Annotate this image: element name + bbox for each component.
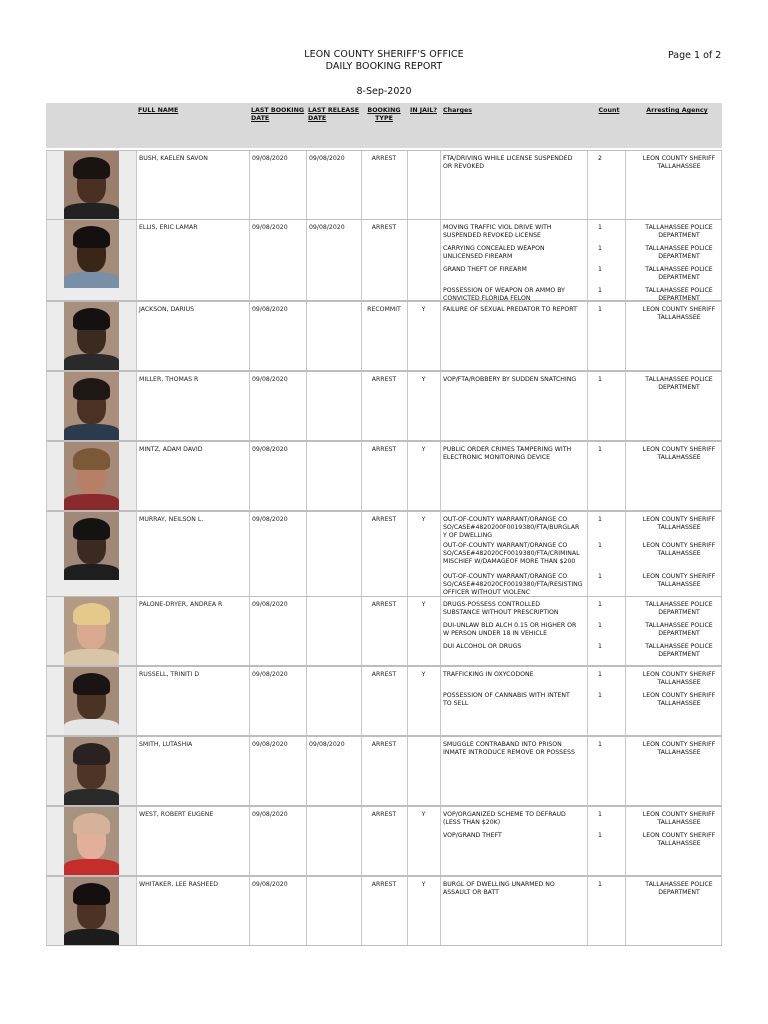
arresting-agency: TALLAHASSEE POLICE DEPARTMENT <box>645 601 713 616</box>
column-divider <box>440 302 441 370</box>
mugshot-shirt <box>64 564 119 580</box>
arresting-agency: TALLAHASSEE POLICE DEPARTMENT <box>645 643 713 658</box>
mugshot-shirt <box>64 789 119 805</box>
charge-text: POSSESSION OF CANNABIS WITH INTENT TO SELL <box>443 692 570 707</box>
column-divider <box>136 302 137 370</box>
in-jail: Y <box>421 811 426 818</box>
column-divider <box>587 597 588 665</box>
arresting-agency: LEON COUNTY SHERIFF TALLAHASSEE <box>642 741 716 756</box>
table-row <box>46 666 722 736</box>
table-header <box>46 103 722 148</box>
column-divider <box>440 442 441 510</box>
column-divider <box>440 151 441 219</box>
column-divider <box>249 737 250 805</box>
column-divider <box>587 302 588 370</box>
arresting-agency: LEON COUNTY SHERIFF TALLAHASSEE <box>642 573 716 588</box>
col-booking-type: BOOKING TYPE <box>367 107 401 122</box>
charge-text: FAILURE OF SEXUAL PREDATOR TO REPORT <box>443 306 577 313</box>
column-divider <box>625 807 626 875</box>
arresting-agency: LEON COUNTY SHERIFF TALLAHASSEE <box>642 542 716 557</box>
full-name: ELLIS, ERIC LAMAR <box>139 224 198 231</box>
charge-text: TRAFFICKING IN OXYCODONE <box>443 671 534 678</box>
full-name: JACKSON, DARIUS <box>139 306 195 313</box>
column-divider <box>306 877 307 945</box>
column-divider <box>625 302 626 370</box>
booking-type: ARREST <box>371 741 397 748</box>
photo-cell <box>47 597 137 665</box>
col-count: Count <box>598 107 620 114</box>
in-jail: Y <box>421 516 426 523</box>
column-divider <box>136 442 137 510</box>
charge-count: 1 <box>598 516 602 523</box>
charge-text: PUBLIC ORDER CRIMES TAMPERING WITH ELECTRONIC MONITORING DEVICE <box>443 446 572 461</box>
table-row <box>46 736 722 806</box>
charge-text: VOP/FTA/ROBBERY BY SUDDEN SNATCHING <box>443 376 577 383</box>
last-release-date: 09/08/2020 <box>309 224 345 231</box>
column-divider <box>136 151 137 219</box>
mugshot-photo <box>64 151 119 219</box>
column-divider <box>440 737 441 805</box>
column-divider <box>625 597 626 665</box>
charge-count: 1 <box>598 542 602 549</box>
charge-text: MOVING TRAFFIC VIOL DRIVE WITH SUSPENDED REVOKED LICENSE <box>443 224 552 239</box>
column-divider <box>587 667 588 735</box>
column-divider <box>407 220 408 300</box>
in-jail: Y <box>421 671 426 678</box>
column-divider <box>625 877 626 945</box>
column-divider <box>306 220 307 300</box>
mugshot-shirt <box>64 354 119 370</box>
column-divider <box>440 877 441 945</box>
arresting-agency: LEON COUNTY SHERIFF TALLAHASSEE <box>642 446 716 461</box>
photo-cell <box>47 372 137 440</box>
column-divider <box>306 151 307 219</box>
mugshot-photo <box>64 302 119 370</box>
column-divider <box>306 302 307 370</box>
table-row <box>46 301 722 371</box>
full-name: BUSH, KAELEN SAVON <box>139 155 208 162</box>
table-row <box>46 150 722 220</box>
col-arresting-agency: Arresting Agency <box>646 107 708 114</box>
mugshot-hair <box>73 813 110 835</box>
column-divider <box>587 442 588 510</box>
col-last-booking-date: LAST BOOKING DATE <box>251 107 305 122</box>
charge-count: 1 <box>598 881 602 888</box>
mugshot-photo <box>64 667 119 735</box>
charge-text: BURGL OF DWELLING UNARMED NO ASSAULT OR BATT <box>443 881 555 896</box>
mugshot-shirt <box>64 649 119 665</box>
column-divider <box>136 667 137 735</box>
column-divider <box>249 442 250 510</box>
column-divider <box>440 512 441 596</box>
charge-count: 1 <box>598 643 602 650</box>
charge-count: 1 <box>598 832 602 839</box>
column-divider <box>440 667 441 735</box>
column-divider <box>407 737 408 805</box>
column-divider <box>306 442 307 510</box>
table-row <box>46 441 722 511</box>
column-divider <box>306 667 307 735</box>
booking-type: ARREST <box>371 671 397 678</box>
arresting-agency: TALLAHASSEE POLICE DEPARTMENT <box>645 881 713 896</box>
mugshot-shirt <box>64 719 119 735</box>
last-booking-date: 09/08/2020 <box>252 671 288 678</box>
column-divider <box>306 597 307 665</box>
mugshot-photo <box>64 597 119 665</box>
arresting-agency: LEON COUNTY SHERIFF TALLAHASSEE <box>642 811 716 826</box>
mugshot-photo <box>64 442 119 510</box>
mugshot-hair <box>73 308 110 330</box>
charge-count: 1 <box>598 245 602 252</box>
report-date: 8-Sep-2020 <box>356 86 412 97</box>
last-booking-date: 09/08/2020 <box>252 446 288 453</box>
column-divider <box>440 372 441 440</box>
charge-count: 1 <box>598 811 602 818</box>
table-row <box>46 371 722 441</box>
booking-table <box>46 103 722 896</box>
table-row <box>46 806 722 876</box>
column-divider <box>625 512 626 596</box>
last-booking-date: 09/08/2020 <box>252 306 288 313</box>
column-divider <box>136 737 137 805</box>
column-divider <box>306 372 307 440</box>
column-divider <box>249 372 250 440</box>
last-booking-date: 09/08/2020 <box>252 516 288 523</box>
mugshot-hair <box>73 603 110 625</box>
photo-cell <box>47 737 137 805</box>
full-name: PALONE-DRYER, ANDREA R <box>139 601 223 608</box>
column-divider <box>306 512 307 596</box>
column-divider <box>136 877 137 945</box>
photo-cell <box>47 151 137 219</box>
photo-cell <box>47 512 137 596</box>
charge-text: SMUGGLE CONTRABAND INTO PRISON INMATE INTRODUCE REMOVE OR POSSESS <box>443 741 575 756</box>
arresting-agency: TALLAHASSEE POLICE DEPARTMENT <box>645 376 713 391</box>
charge-count: 1 <box>598 573 602 580</box>
arresting-agency: LEON COUNTY SHERIFF TALLAHASSEE <box>642 155 716 170</box>
column-divider <box>587 372 588 440</box>
column-divider <box>587 512 588 596</box>
column-divider <box>587 807 588 875</box>
mugshot-shirt <box>64 272 119 288</box>
table-row <box>46 596 722 666</box>
charge-text: FTA/DRIVING WHILE LICENSE SUSPENDED OR REVOKED <box>443 155 573 170</box>
full-name: SMITH, LUTASHIA <box>139 741 193 748</box>
charge-count: 1 <box>598 671 602 678</box>
mugshot-photo <box>64 512 119 580</box>
photo-cell <box>47 807 137 875</box>
column-divider <box>625 151 626 219</box>
mugshot-photo <box>64 372 119 440</box>
column-divider <box>407 512 408 596</box>
last-booking-date: 09/08/2020 <box>252 881 288 888</box>
mugshot-hair <box>73 518 110 540</box>
mugshot-hair <box>73 673 110 695</box>
column-divider <box>306 807 307 875</box>
column-divider <box>136 372 137 440</box>
last-release-date: 09/08/2020 <box>309 741 345 748</box>
column-divider <box>249 151 250 219</box>
mugshot-photo <box>64 877 119 945</box>
column-divider <box>440 220 441 300</box>
in-jail: Y <box>421 376 426 383</box>
mugshot-hair <box>73 883 110 905</box>
mugshot-shirt <box>64 424 119 440</box>
column-divider <box>625 442 626 510</box>
last-booking-date: 09/08/2020 <box>252 811 288 818</box>
charge-count: 1 <box>598 287 602 294</box>
column-divider <box>407 151 408 219</box>
booking-type: RECOMMIT <box>367 306 401 313</box>
mugshot-hair <box>73 378 110 400</box>
in-jail: Y <box>421 446 426 453</box>
column-divider <box>361 512 362 596</box>
table-row <box>46 511 722 597</box>
col-charges: Charges <box>443 107 472 114</box>
last-booking-date: 09/08/2020 <box>252 376 288 383</box>
column-divider <box>587 151 588 219</box>
mugshot-hair <box>73 226 110 248</box>
full-name: RUSSELL, TRINITI D <box>139 671 200 678</box>
page-number: Page 1 of 2 <box>668 50 722 61</box>
mugshot-hair <box>73 448 110 470</box>
arresting-agency: LEON COUNTY SHERIFF TALLAHASSEE <box>642 692 716 707</box>
charge-text: DRUGS-POSSESS CONTROLLED SUBSTANCE WITHOUT PRESCRIPTION <box>443 601 559 616</box>
charge-count: 1 <box>598 376 602 383</box>
photo-cell <box>47 667 137 735</box>
column-divider <box>625 667 626 735</box>
charge-text: VOP/GRAND THEFT <box>443 832 502 839</box>
charge-text: GRAND THEFT OF FIREARM <box>443 266 527 273</box>
last-booking-date: 09/08/2020 <box>252 155 288 162</box>
column-divider <box>440 597 441 665</box>
in-jail: Y <box>421 881 426 888</box>
full-name: MILLER, THOMAS R <box>139 376 199 383</box>
column-divider <box>587 877 588 945</box>
charge-count: 1 <box>598 601 602 608</box>
column-divider <box>440 807 441 875</box>
full-name: MINTZ, ADAM DAVID <box>139 446 203 453</box>
booking-type: ARREST <box>371 811 397 818</box>
full-name: MURRAY, NEILSON L. <box>139 516 204 523</box>
column-divider <box>249 597 250 665</box>
mugshot-photo <box>64 807 119 875</box>
charge-count: 1 <box>598 306 602 313</box>
office-name: LEON COUNTY SHERIFF'S OFFICE <box>304 49 464 60</box>
mugshot-photo <box>64 737 119 805</box>
charge-text: OUT-OF-COUNTY WARRANT/ORANGE CO SO/CASE#4820200F0019380/FTA/BURGLAR Y OF DWELLING <box>443 516 580 539</box>
column-divider <box>249 667 250 735</box>
photo-cell <box>47 302 137 370</box>
charge-count: 1 <box>598 266 602 273</box>
booking-type: ARREST <box>371 376 397 383</box>
mugshot-hair <box>73 157 110 179</box>
arresting-agency: LEON COUNTY SHERIFF TALLAHASSEE <box>642 516 716 531</box>
col-in-jail: IN JAIL? <box>410 107 438 114</box>
mugshot-shirt <box>64 859 119 875</box>
mugshot-shirt <box>64 929 119 945</box>
in-jail: Y <box>421 306 426 313</box>
booking-type: ARREST <box>371 516 397 523</box>
column-divider <box>306 737 307 805</box>
charge-text: OUT-OF-COUNTY WARRANT/ORANGE CO SO/CASE#482020CF0019380/FTA/RESISTING OFFICER WITHOUT VIOLENC <box>443 573 583 596</box>
column-divider <box>361 220 362 300</box>
mugshot-shirt <box>64 494 119 510</box>
column-divider <box>249 807 250 875</box>
last-release-date: 09/08/2020 <box>309 155 345 162</box>
full-name: WEST, ROBERT EUGENE <box>139 811 214 818</box>
booking-type: ARREST <box>371 155 397 162</box>
booking-type: ARREST <box>371 601 397 608</box>
booking-type: ARREST <box>371 881 397 888</box>
col-full-name: FULL NAME <box>138 107 179 114</box>
charge-text: DUI-UNLAW BLD ALCH 0.15 OR HIGHER OR W PERSON UNDER 18 IN VEHICLE <box>443 622 577 637</box>
arresting-agency: TALLAHASSEE POLICE DEPARTMENT <box>645 622 713 637</box>
col-last-release-date: LAST RELEASE DATE <box>308 107 360 122</box>
charge-text: DUI ALCOHOL OR DRUGS <box>443 643 522 650</box>
column-divider <box>249 877 250 945</box>
column-divider <box>249 220 250 300</box>
column-divider <box>136 512 137 596</box>
booking-type: ARREST <box>371 224 397 231</box>
column-divider <box>625 220 626 300</box>
charge-count: 1 <box>598 446 602 453</box>
charge-text: VOP/ORGANIZED SCHEME TO DEFRAUD (LESS THAN $20K) <box>443 811 566 826</box>
charge-count: 1 <box>598 692 602 699</box>
column-divider <box>249 302 250 370</box>
report-title: DAILY BOOKING REPORT <box>325 61 443 72</box>
photo-cell <box>47 220 137 300</box>
arresting-agency: TALLAHASSEE POLICE DEPARTMENT <box>645 224 713 239</box>
arresting-agency: TALLAHASSEE POLICE DEPARTMENT <box>645 266 713 281</box>
mugshot-photo <box>64 220 119 288</box>
charge-text: OUT-OF-COUNTY WARRANT/ORANGE CO SO/CASE#482020CF0019380/FTA/CRIMINAL MISCHIEF W/DAMAGEOF MORE THAN $200 <box>443 542 580 565</box>
column-divider <box>136 220 137 300</box>
booking-type: ARREST <box>371 446 397 453</box>
report-header <box>0 49 768 73</box>
column-divider <box>249 512 250 596</box>
arresting-agency: LEON COUNTY SHERIFF TALLAHASSEE <box>642 306 716 321</box>
charge-count: 2 <box>598 155 602 162</box>
full-name: WHITAKER, LEE RASHEED <box>139 881 219 888</box>
arresting-agency: LEON COUNTY SHERIFF TALLAHASSEE <box>642 671 716 686</box>
arresting-agency: LEON COUNTY SHERIFF TALLAHASSEE <box>642 832 716 847</box>
charge-text: CARRYING CONCEALED WEAPON UNLICENSED FIREARM <box>443 245 545 260</box>
last-booking-date: 09/08/2020 <box>252 224 288 231</box>
last-booking-date: 09/08/2020 <box>252 601 288 608</box>
column-divider <box>136 597 137 665</box>
arresting-agency: TALLAHASSEE POLICE DEPARTMENT <box>645 287 713 302</box>
table-row <box>46 876 722 946</box>
photo-cell <box>47 877 137 945</box>
arresting-agency: TALLAHASSEE POLICE DEPARTMENT <box>645 245 713 260</box>
last-booking-date: 09/08/2020 <box>252 741 288 748</box>
in-jail: Y <box>421 601 426 608</box>
column-divider <box>625 737 626 805</box>
charge-text: POSSESSION OF WEAPON OR AMMO BY CONVICTED FLORIDA FELON <box>443 287 565 302</box>
charge-count: 1 <box>598 224 602 231</box>
photo-cell <box>47 442 137 510</box>
table-row <box>46 219 722 301</box>
column-divider <box>625 372 626 440</box>
column-divider <box>587 737 588 805</box>
mugshot-hair <box>73 743 110 765</box>
mugshot-shirt <box>64 203 119 219</box>
charge-count: 1 <box>598 741 602 748</box>
column-divider <box>587 220 588 300</box>
charge-count: 1 <box>598 622 602 629</box>
column-divider <box>136 807 137 875</box>
